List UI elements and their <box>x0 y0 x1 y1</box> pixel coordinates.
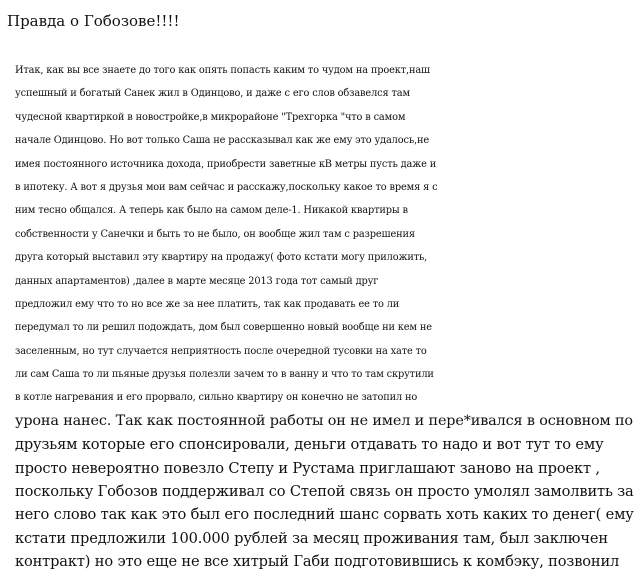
body-line: ли сам Саша то ли пьяные друзья полезли зачем то в ванну и что то там скрутили <box>15 369 434 381</box>
body-line: передумал то ли решил подождать, дом был совершенно новый вообще ни кем не <box>15 322 432 334</box>
body-line: предложил ему что то но все же за нее платить, так как продавать ее то ли <box>15 298 400 310</box>
body-line: начале Одинцово. Но вот только Саша не рассказывал как же ему это удалось,не <box>15 135 429 147</box>
body-line: данных апартаментов) ,далее в марте месяце 2013 года тот самый друг <box>15 275 379 287</box>
body-line: просто невероятно повезло Степу и Рустама приглашают заново на проект , <box>15 459 600 477</box>
body-line: ним тесно общался. А теперь как было на самом деле-1. Никакой квартиры в <box>15 205 408 217</box>
body-line: имея постоянного источника дохода, приобрести заветные кВ метры пусть даже и <box>15 158 437 170</box>
body-line: друга который выставил эту квартиру на продажу( фото кстати могу приложить, <box>15 252 428 264</box>
body-line: урона нанес. Так как постоянной работы он не имел и пере*ивался в основном по <box>15 412 633 429</box>
body-line: поскольку Гобозов поддерживал со Степой связь он просто умолял замолвить за <box>15 483 634 501</box>
body-line: собственности у Санечки и быть то не было, он вообще жил там с разрешения <box>15 228 415 240</box>
body-line: в ипотеку. А вот я друзья мои вам сейчас и расскажу,поскольку какое то время я с <box>15 181 438 193</box>
body-line: успешный и богатый Санек жил в Одинцово, и даже с его слов обзавелся там <box>15 88 410 100</box>
body-line: друзьям которые его спонсировали, деньги отдавать то надо и вот тут то ему <box>15 436 604 454</box>
document-title: Правда о Гобозове!!!! <box>7 12 180 30</box>
body-line: контракт) но это еще не все хитрый Габи подготовившись к комбэку, позвонил <box>15 553 620 571</box>
body-line: кстати предложили 100.000 рублей за месяц проживания там, был заключен <box>15 529 608 547</box>
body-line: чудесной квартиркой в новостройке,в микрорайоне "Трехгорка "что в самом <box>15 111 406 123</box>
body-line: него слово так как это был его последний шанс сорвать хоть каких то денег( ему <box>15 506 634 524</box>
document-body <box>15 59 634 574</box>
body-line: Итак, как вы все знаете до того как опять попасть каким то чудом на проект,наш <box>15 65 430 76</box>
body-line: заселенным, но тут случается неприятность после очередной тусовки на хате то <box>15 345 427 357</box>
body-line: в котле нагревания и его прорвало, сильно квартиру он конечно не затопил но <box>15 392 418 404</box>
